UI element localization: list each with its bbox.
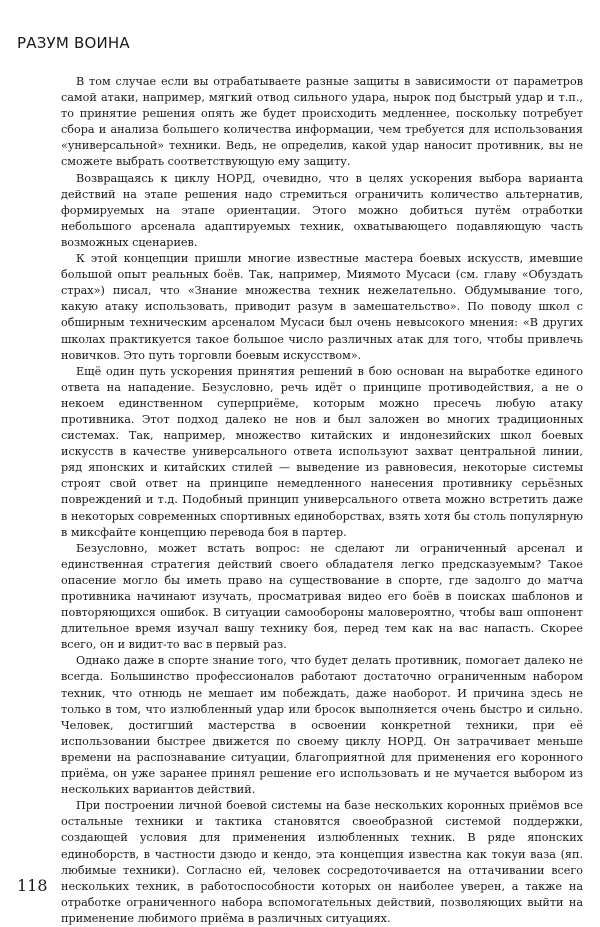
running-header: РАЗУМ ВОИНА xyxy=(17,34,130,52)
body-text xyxy=(61,74,583,927)
paragraph: В том случае если вы отрабатываете разные защиты в зависимости от параметров самой атаки, например, мягкий отвод сильного удара, нырок под быстрый удар и т.п., то принятие решения опять же будет происходить медленнее, поскольку потребует сбора и анализа большего количества информации, чем требуется для использования «универсальной» техники. Ведь, не определив, какой удар наносит противник, вы не сможете выбрать соответствующую ему защиту. xyxy=(61,75,583,169)
page-number: 118 xyxy=(17,876,48,895)
paragraph: Безусловно, может встать вопрос: не сделают ли ограниченный арсенал и единственная стратегия действий своего обладателя легко предсказуемым? Такое опасение могло бы иметь право на существование в спорте, где задолго до матча противника начинают изучать, просматривая видео его боёв в поисках шаблонов и повторяющихся ошибок. В ситуации самообороны маловероятно, чтобы ваш оппонент длительное время изучал вашу технику боя, перед тем как на вас напасть. Скорее всего, он и видит-то вас в первый раз. xyxy=(61,541,583,652)
paragraph: Возвращаясь к циклу НОРД, очевидно, что в целях ускорения выбора варианта действий на этапе решения надо стремиться ограничить количество альтернатив, формируемых на этапе ориентации. Этого можно добиться путём отработки небольшого арсенала адаптируемых техник, охватывающего подавляющую часть возможных сценариев. xyxy=(61,171,583,249)
paragraph: Ещё один путь ускорения принятия решений в бою основан на выработке единого ответа на нападение. Безусловно, речь идёт о принципе противодействия, а не о некоем единственном суперприёме, которым можно пресечь любую атаку противника. Этот подход далеко не нов и был заложен во многих традиционных системах. Так, например, множество китайских и индонезийских школ боевых искусств в качестве универсального ответа используют захват центральной линии, ряд японских и китайских стилей — выведение из равновесия, некоторые системы строят свой ответ на принципе немедленного нанесения противнику серьёзных повреждений и т.д. Подобный принцип универсального ответа можно встретить даже в некоторых современных спортивных единоборствах, взять хотя бы столь популярную в миксфайте концепцию перевода боя в партер. xyxy=(61,364,583,539)
paragraph: К этой концепции пришли многие известные мастера боевых искусств, имевшие большой опыт реальных боёв. Так, например, Миямото Мусаси (см. главу «Обуздать страх») писал, что «Знание множества техник нежелательно. Обдумывание того, какую атаку использовать, приводит разум в замешательство». По поводу школ с обширным техническим арсеналом Мусаси был очень невысокого мнения: «В других школах практикуется такое большое число различных атак для того, чтобы привлечь новичков. Это путь торговли боевым искусством». xyxy=(61,252,583,362)
paragraph: Однако даже в спорте знание того, что будет делать противник, помогает далеко не всегда. Большинство профессионалов работают достаточно ограниченным набором техник, что отнюдь не мешает им побеждать, даже наоборот. И причина здесь не только в том, что излюбленный удар или бросок выполняется очень быстро и сильно. Человек, достигший мастерства в освоении конкретной техники, при её использовании быстрее движется по своему циклу НОРД. Он затрачивает меньше времени на распознавание ситуации, благоприятной для применения его коронного приёма, он уже заранее принял решение его использовать и не мучается выбором из нескольких вариантов действий. xyxy=(61,654,583,797)
paragraph: При построении личной боевой системы на базе нескольких коронных приёмов все остальные техники и тактика становятся своеобразной системой поддержки, создающей условия для применения излюбленных техник. В ряде японских единоборств, в частности дзюдо и кендо, эта концепция известна как токуи ваза (яп. любимые техники). Согласно ей, человек сосредоточивается на оттачивании всего нескольких техник, в работоспособности которых он наиболее уверен, а также на отработке ограниченного набора вспомогательных действий, позволяющих выйти на применение любимого приёма в различных ситуациях. xyxy=(61,799,583,925)
